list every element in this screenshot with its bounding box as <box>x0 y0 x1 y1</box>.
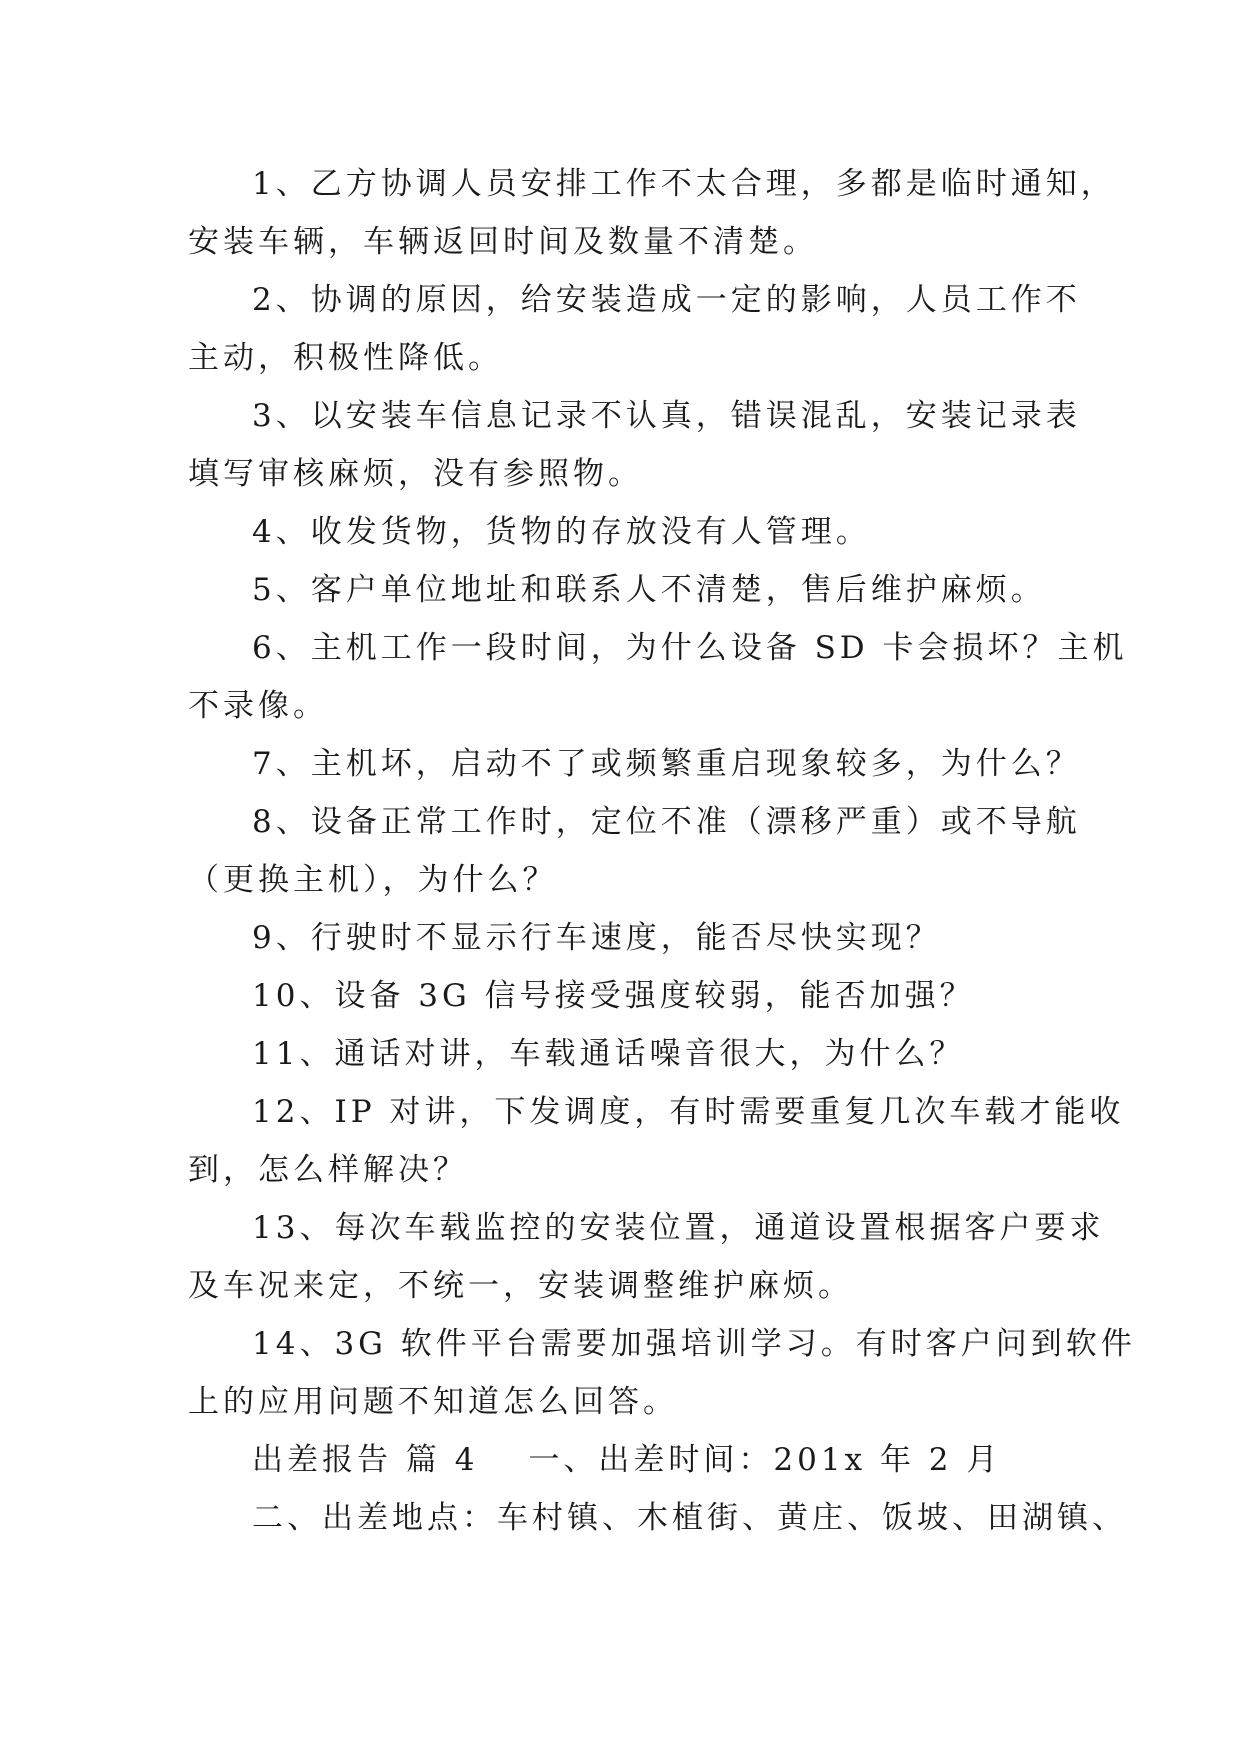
item-14-line-2: 上的应用问题不知道怎么回答。 <box>188 1384 678 1420</box>
list-item <box>188 503 1050 561</box>
item-6-line-1: 6、主机工作一段时间，为什么设备 SD 卡会损坏？主机 <box>252 630 1128 666</box>
list-item <box>188 735 1081 793</box>
report-place-text: 二、出差地点：车村镇、木植街、黄庄、饭坡、田湖镇、 <box>252 1500 1127 1536</box>
list-item <box>188 561 1050 619</box>
report-place-line <box>188 1489 1127 1547</box>
item-10-line-1: 10、设备 3G 信号接受强度较弱，能否加强？ <box>252 978 975 1014</box>
list-item <box>188 1199 1105 1315</box>
item-7-line-1: 7、主机坏，启动不了或频繁重启现象较多，为什么？ <box>252 746 1081 782</box>
item-2-line-2: 主动，积极性降低。 <box>188 340 503 376</box>
item-13-line-1: 13、每次车载监控的安装位置，通道设置根据客户要求 <box>252 1210 1105 1246</box>
list-item <box>188 1025 1050 1083</box>
item-6-line-2: 不录像。 <box>188 688 328 724</box>
item-4-line-1: 4、收发货物，货物的存放没有人管理。 <box>252 514 871 550</box>
item-14-line-1: 14、3G 软件平台需要加强培训学习。有时客户问到软件 <box>252 1326 1136 1362</box>
list-item <box>188 387 1081 503</box>
item-13-line-2: 及车况来定，不统一，安装调整维护麻烦。 <box>188 1268 853 1304</box>
list-item <box>188 1083 1125 1199</box>
list-item <box>188 793 1081 909</box>
item-9-line-1: 9、行驶时不显示行车速度，能否尽快实现？ <box>252 920 941 956</box>
report-heading-line <box>188 1431 1050 1489</box>
item-1-line-2: 安装车辆，车辆返回时间及数量不清楚。 <box>188 224 818 260</box>
document-page <box>188 155 1136 1547</box>
list-item <box>188 619 1128 735</box>
list-item <box>188 967 1050 1025</box>
item-1-line-1: 1、乙方协调人员安排工作不太合理，多都是临时通知， <box>252 166 1116 202</box>
item-11-line-1: 11、通话对讲，车载通话噪音很大，为什么？ <box>252 1036 965 1072</box>
report-time-line: 一、出差时间：201x 年 2 月 <box>528 1442 1002 1478</box>
item-8-line-2: （更换主机），为什么？ <box>188 862 558 898</box>
item-12-line-1: 12、IP 对讲，下发调度，有时需要重复几次车载才能收 <box>252 1094 1125 1130</box>
item-5-line-1: 5、客户单位地址和联系人不清楚，售后维护麻烦。 <box>252 572 1046 608</box>
item-2-line-1: 2、协调的原因，给安装造成一定的影响，人员工作不 <box>252 282 1081 318</box>
report-title: 出差报告 篇 4 <box>252 1442 479 1478</box>
item-3-line-2: 填写审核麻烦，没有参照物。 <box>188 456 643 492</box>
list-item <box>188 909 1050 967</box>
item-12-line-2: 到，怎么样解决？ <box>188 1152 468 1188</box>
item-3-line-1: 3、以安装车信息记录不认真，错误混乱，安装记录表 <box>252 398 1081 434</box>
list-item <box>188 155 1116 271</box>
list-item <box>188 1315 1136 1431</box>
item-8-line-1: 8、设备正常工作时，定位不准（漂移严重）或不导航 <box>252 804 1081 840</box>
list-item <box>188 271 1081 387</box>
